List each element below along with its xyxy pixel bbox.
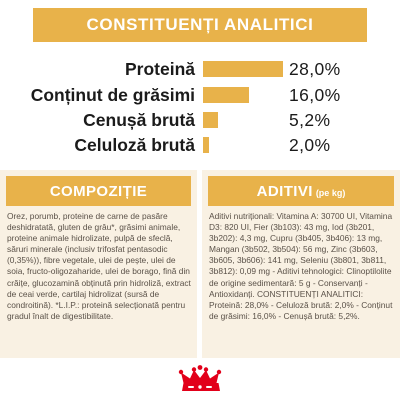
nutrient-value-ash: 5,2%: [289, 109, 331, 130]
nutrient-value-protein: 28,0%: [289, 58, 341, 79]
nutrient-row-fibre: [14, 133, 386, 157]
nutrient-label-fibre: Celuloză brută: [74, 134, 195, 155]
nutrient-bar-track-fibre: [203, 137, 283, 153]
nutrient-row-fat: [14, 83, 386, 107]
nutrient-label-ash: Cenușă brută: [83, 109, 195, 130]
nutrient-bar-track-fat: [203, 87, 283, 103]
additives-header: [208, 176, 394, 206]
nutrient-value-fat: 16,0%: [289, 84, 341, 105]
composition-header: [6, 176, 191, 206]
nutrient-value-fibre: 2,0%: [289, 134, 331, 155]
nutrient-bar-fibre: [203, 137, 209, 153]
additives-title: ADITIVI: [256, 182, 313, 200]
nutrient-bar-ash: [203, 112, 218, 128]
nutrient-bar-protein: [203, 61, 283, 77]
composition-panel: [0, 170, 197, 358]
nutrient-label-protein: Proteină: [124, 58, 195, 79]
additives-panel: [202, 170, 400, 358]
nutrient-bar-track-ash: [203, 112, 283, 128]
royal-canin-crown-logo-icon: [176, 364, 224, 394]
analytical-constituents-title: CONSTITUENȚI ANALITICI: [86, 15, 314, 34]
composition-title: COMPOZIȚIE: [49, 182, 148, 200]
crown-logo-svg: [176, 364, 224, 394]
composition-text: Orez, porumb, proteine de carne de pasăre deshidratată, gluten de grâu*, grăsimi animale, proteine animale hidrolizate, pulpă de sfeclă, săruri minerale (inclusiv trifosfat pentasodic (0,35%)), fibre vegetale, ulei de pește, ulei de soia, fructo-oligozaharide, ulei de borago, fină din crăițe, glucozamină obținută prin hidroliză, extract de ceai verde, cartilaj hidrolizat (sursă de condroitină). *L.I.P.: proteină selecționată pentru gradul înalt de digestibilitate.: [7, 211, 191, 321]
nutrient-bar-fat: [203, 87, 249, 103]
additives-unit: (pe kg): [315, 187, 346, 198]
nutrient-bar-track-protein: [203, 61, 283, 77]
analytical-constituents-header: [33, 8, 367, 42]
nutrient-row-protein: [14, 57, 386, 81]
nutrient-row-ash: [14, 108, 386, 132]
nutrient-label-fat: Conținut de grăsimi: [30, 84, 195, 105]
additives-text: Aditivi nutriționali: Vitamina A: 30700 UI, Vitamina D3: 820 UI, Fier (3b103): 43 mg, Iod (3b201, 3b202): 4,3 mg, Cupru (3b405, 3b406): 13 mg, Mangan (3b502, 3b504): 56 mg, Zinc (3b603, 3b605, 3b606): 141 mg, Seleniu (3b801, 3b811, 3b812): 0,09 mg - Aditivi tehnologici: Clinoptilolite de origine sedimentară: 5 g - Conservanți - Antioxidanți. CONSTITUENȚI ANALITICI: Proteină: 28,0% - Celuloză brută: 2,0% - Conținut de grăsimi: 16,0% - Cenușă brută: 5,2%.: [209, 211, 393, 321]
